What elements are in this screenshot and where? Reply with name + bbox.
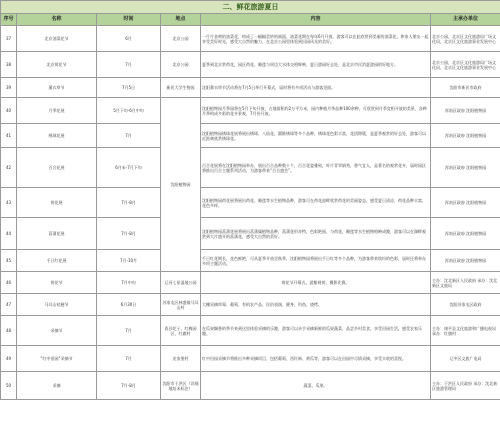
row-name: 荷花展 [17, 188, 97, 218]
row-place: 沈阳市于洪区（详细地址未标注） [161, 372, 201, 400]
row-name: 荷花节 [17, 272, 97, 294]
row-name: 月季花展 [17, 98, 97, 124]
row-place: 北京公园 [161, 52, 201, 78]
row-name: 北京油菜花节 [17, 26, 97, 52]
row-org: 辽中区文旅广电局 [431, 346, 500, 372]
row-no: 39 [1, 78, 17, 98]
row-no: 44 [1, 218, 17, 250]
row-place-merged: 沈阳植物园 [161, 98, 201, 272]
row-content: 蔬菜、瓜果。 [201, 372, 431, 400]
row-content: 沈阳植物园荷花展将展出荷花、睡莲等水生植物品种，游客可在荷花池畔欣赏荷花的美丽姿态，感受夏日清凉，荷花品种丰富，花色多样。 [201, 188, 431, 218]
row-content: 沈阳植物园月季园将在5月下旬开放，占地面积约2万平方米，园内种植月季品种100余种，可欣赏到月季竞相开放的美景，各种月季构成多彩的花卉景观，7月份开放。 [201, 98, 431, 124]
table-row [1, 78, 500, 98]
row-name: 采摘 [17, 372, 97, 400]
row-content: 沈阳植物园绣球花展将展出绣球、八仙花、圆锥绣球等多个品种，绣球花色彩丰富，花团锦簇，是夏季观赏的好去处，游客可以近距离欣赏绣球花。 [201, 124, 431, 148]
row-no: 47 [1, 294, 17, 316]
header-name: 名称 [17, 14, 97, 26]
table-row [1, 52, 500, 78]
table-row [1, 294, 500, 316]
table-row [1, 346, 500, 372]
header-org: 主承办单位 [431, 14, 500, 26]
row-no: 40 [1, 98, 17, 124]
row-time: 7月-8月 [97, 372, 161, 400]
row-content: 千日红花期长，花色鲜艳，可从夏季开放至秋季，沈阳植物园将展出千日红等多个品种，为游客带来缤纷的色彩，届时还将举办多项主题活动。 [201, 250, 431, 272]
row-no: 48 [1, 316, 17, 346]
table-title: 二、鲜花旅游夏日 [1, 1, 500, 14]
table-row [1, 250, 500, 272]
row-org: 主办：沈北新区人民政府 承办：沈北新区文旅局 [431, 272, 500, 294]
row-place: 西沙坨子、红梅园区、红旗村 [161, 316, 201, 346]
row-time: 7月-10月 [97, 250, 161, 272]
table-row [1, 272, 500, 294]
row-place: 辽河七星湿地公园 [161, 272, 201, 294]
row-time: 7月5日 [97, 78, 161, 98]
row-content: 荷花节开幕式、游船观荷、摄影比赛。 [201, 272, 431, 294]
row-content: 夏季到北京赏荷花，园区荷花、睡莲与周边大水体交相辉映，夏日游园好去处，是北京市民消夏游园的好地方。 [201, 52, 431, 78]
row-time: 7月 [97, 346, 161, 372]
row-no: 50 [1, 372, 17, 400]
row-org: 浑南区政府 沈阳植物园 [431, 218, 500, 250]
row-name: 采摘节 [17, 316, 97, 346]
row-content: 百合花展将在沈阳植物园举办，展出百合品种数十个，百合花姿雅致，叶片青翠娟秀，香气宜人，是著名的观赏花卉，届时园区将推出百合主题系列活动，为游客带来“百合盛会”。 [201, 148, 431, 188]
table-row [1, 26, 500, 52]
row-content: 红中田园采摘节将推出多种采摘项目，包括葡萄、西红柿、黄瓜等，游客可以在田园中尽情采摘，享受丰收的喜悦。 [201, 346, 431, 372]
row-no: 46 [1, 272, 17, 294]
row-org: 北京公园，北京区文化旅游局广场文化局，北京区文化旅游事业发展中心 [431, 26, 500, 52]
row-no: 45 [1, 250, 17, 272]
row-time: 7月-8月 [97, 218, 161, 250]
row-time: 6月 [97, 26, 161, 52]
row-content: 沈阳薰衣草节活动将在7月5日举行开幕式，届时将有多项活动与游客见面。 [201, 78, 431, 98]
row-place: 皮家堡村 [161, 346, 201, 372]
row-time: 7月 [97, 316, 161, 346]
row-time: 6月末-7月下旬 [97, 148, 161, 188]
header-place: 地点 [161, 14, 201, 26]
row-name: “红中田园”采摘节 [17, 346, 97, 372]
table-row [1, 316, 500, 346]
row-name: 薰衣草节 [17, 78, 97, 98]
row-name: 马耳山桔梗节 [17, 294, 97, 316]
row-org: 主办：于洪区人民政府 承办：沈北新区旅游管理局 [431, 372, 500, 400]
row-content: 一片片金黄的油菜花，构成了一幅幅美妙的画面，油菜花期在每年6月开放，游客可以在此欣赏到美丽的油菜花，和家人朋友一起享受美好时光，感受大自然的魅力，在北京公园里体验到田园风光的美好。 [201, 26, 431, 52]
row-content: 大棚采摘草莓、葡萄、有机农产品、民俗表演、健身、钓鱼、烧烤。 [201, 294, 431, 316]
row-org: 浑南区政府 沈阳植物园 [431, 250, 500, 272]
row-time: 5月下旬-6月中旬 [97, 98, 161, 124]
row-name: 绣球花展 [17, 124, 97, 148]
row-org: 浑南区政府 沈阳植物园 [431, 188, 500, 218]
table-row [1, 98, 500, 124]
header-no: 序号 [1, 14, 17, 26]
row-place: 苏家屯区林盛镇马耳山村 [161, 294, 201, 316]
row-no: 38 [1, 52, 17, 78]
row-org: 沈阳市新民市政府 [431, 78, 500, 98]
row-name: 百合花展 [17, 148, 97, 188]
table-row [1, 218, 500, 250]
table-row [1, 188, 500, 218]
row-name: 千日红花展 [17, 250, 97, 272]
row-org: 北京公园，北京区文化旅游局广场文化局，北京区文化旅游事业发展中心 [431, 52, 500, 78]
row-time: 7月 [97, 52, 161, 78]
row-place: 北京公园 [161, 26, 201, 52]
table-row [1, 148, 500, 188]
row-time: 7月中旬 [97, 272, 161, 294]
header-time: 时间 [97, 14, 161, 26]
table-row [1, 124, 500, 148]
row-no: 43 [1, 188, 17, 218]
row-content: 在瓜果飘香的季节来到这里体验采摘的乐趣，游客可以亲手采摘新鲜的瓜果蔬菜，品尝乡村美食，享受田园生活，感受农家乐趣。 [201, 316, 431, 346]
row-time: 7月-8月 [97, 188, 161, 218]
row-org: 主办：康平县文化旅游和广播电视局 承办：红旗村 [431, 316, 500, 346]
row-content: 沈阳植物园菖蒲花展将展出菖蒲属植物品种，菖蒲花形奇特，色彩艳丽，与荷花、睡莲等水生植物相映成趣，游客可以在湖畔观赏到大片盛开的菖蒲花，感受大自然的美好。 [201, 218, 431, 250]
row-name: 菖蒲花展 [17, 218, 97, 250]
row-name: 北京荷花节 [17, 52, 97, 78]
row-org: 浑南区政府 沈阳植物园 [431, 98, 500, 124]
table-row [1, 372, 500, 400]
header-content: 内容 [201, 14, 431, 26]
row-time: 7月 [97, 124, 161, 148]
row-place: 新民大学生物园 [161, 78, 201, 98]
row-no: 49 [1, 346, 17, 372]
row-org: 浑南区政府 沈阳植物园 [431, 148, 500, 188]
row-org: 浑南区政府 沈阳植物园 [431, 124, 500, 148]
row-org: 沈阳苏家屯区政府 [431, 294, 500, 316]
row-time: 6月30日 [97, 294, 161, 316]
row-no: 42 [1, 148, 17, 188]
row-no: 37 [1, 26, 17, 52]
row-no: 41 [1, 124, 17, 148]
